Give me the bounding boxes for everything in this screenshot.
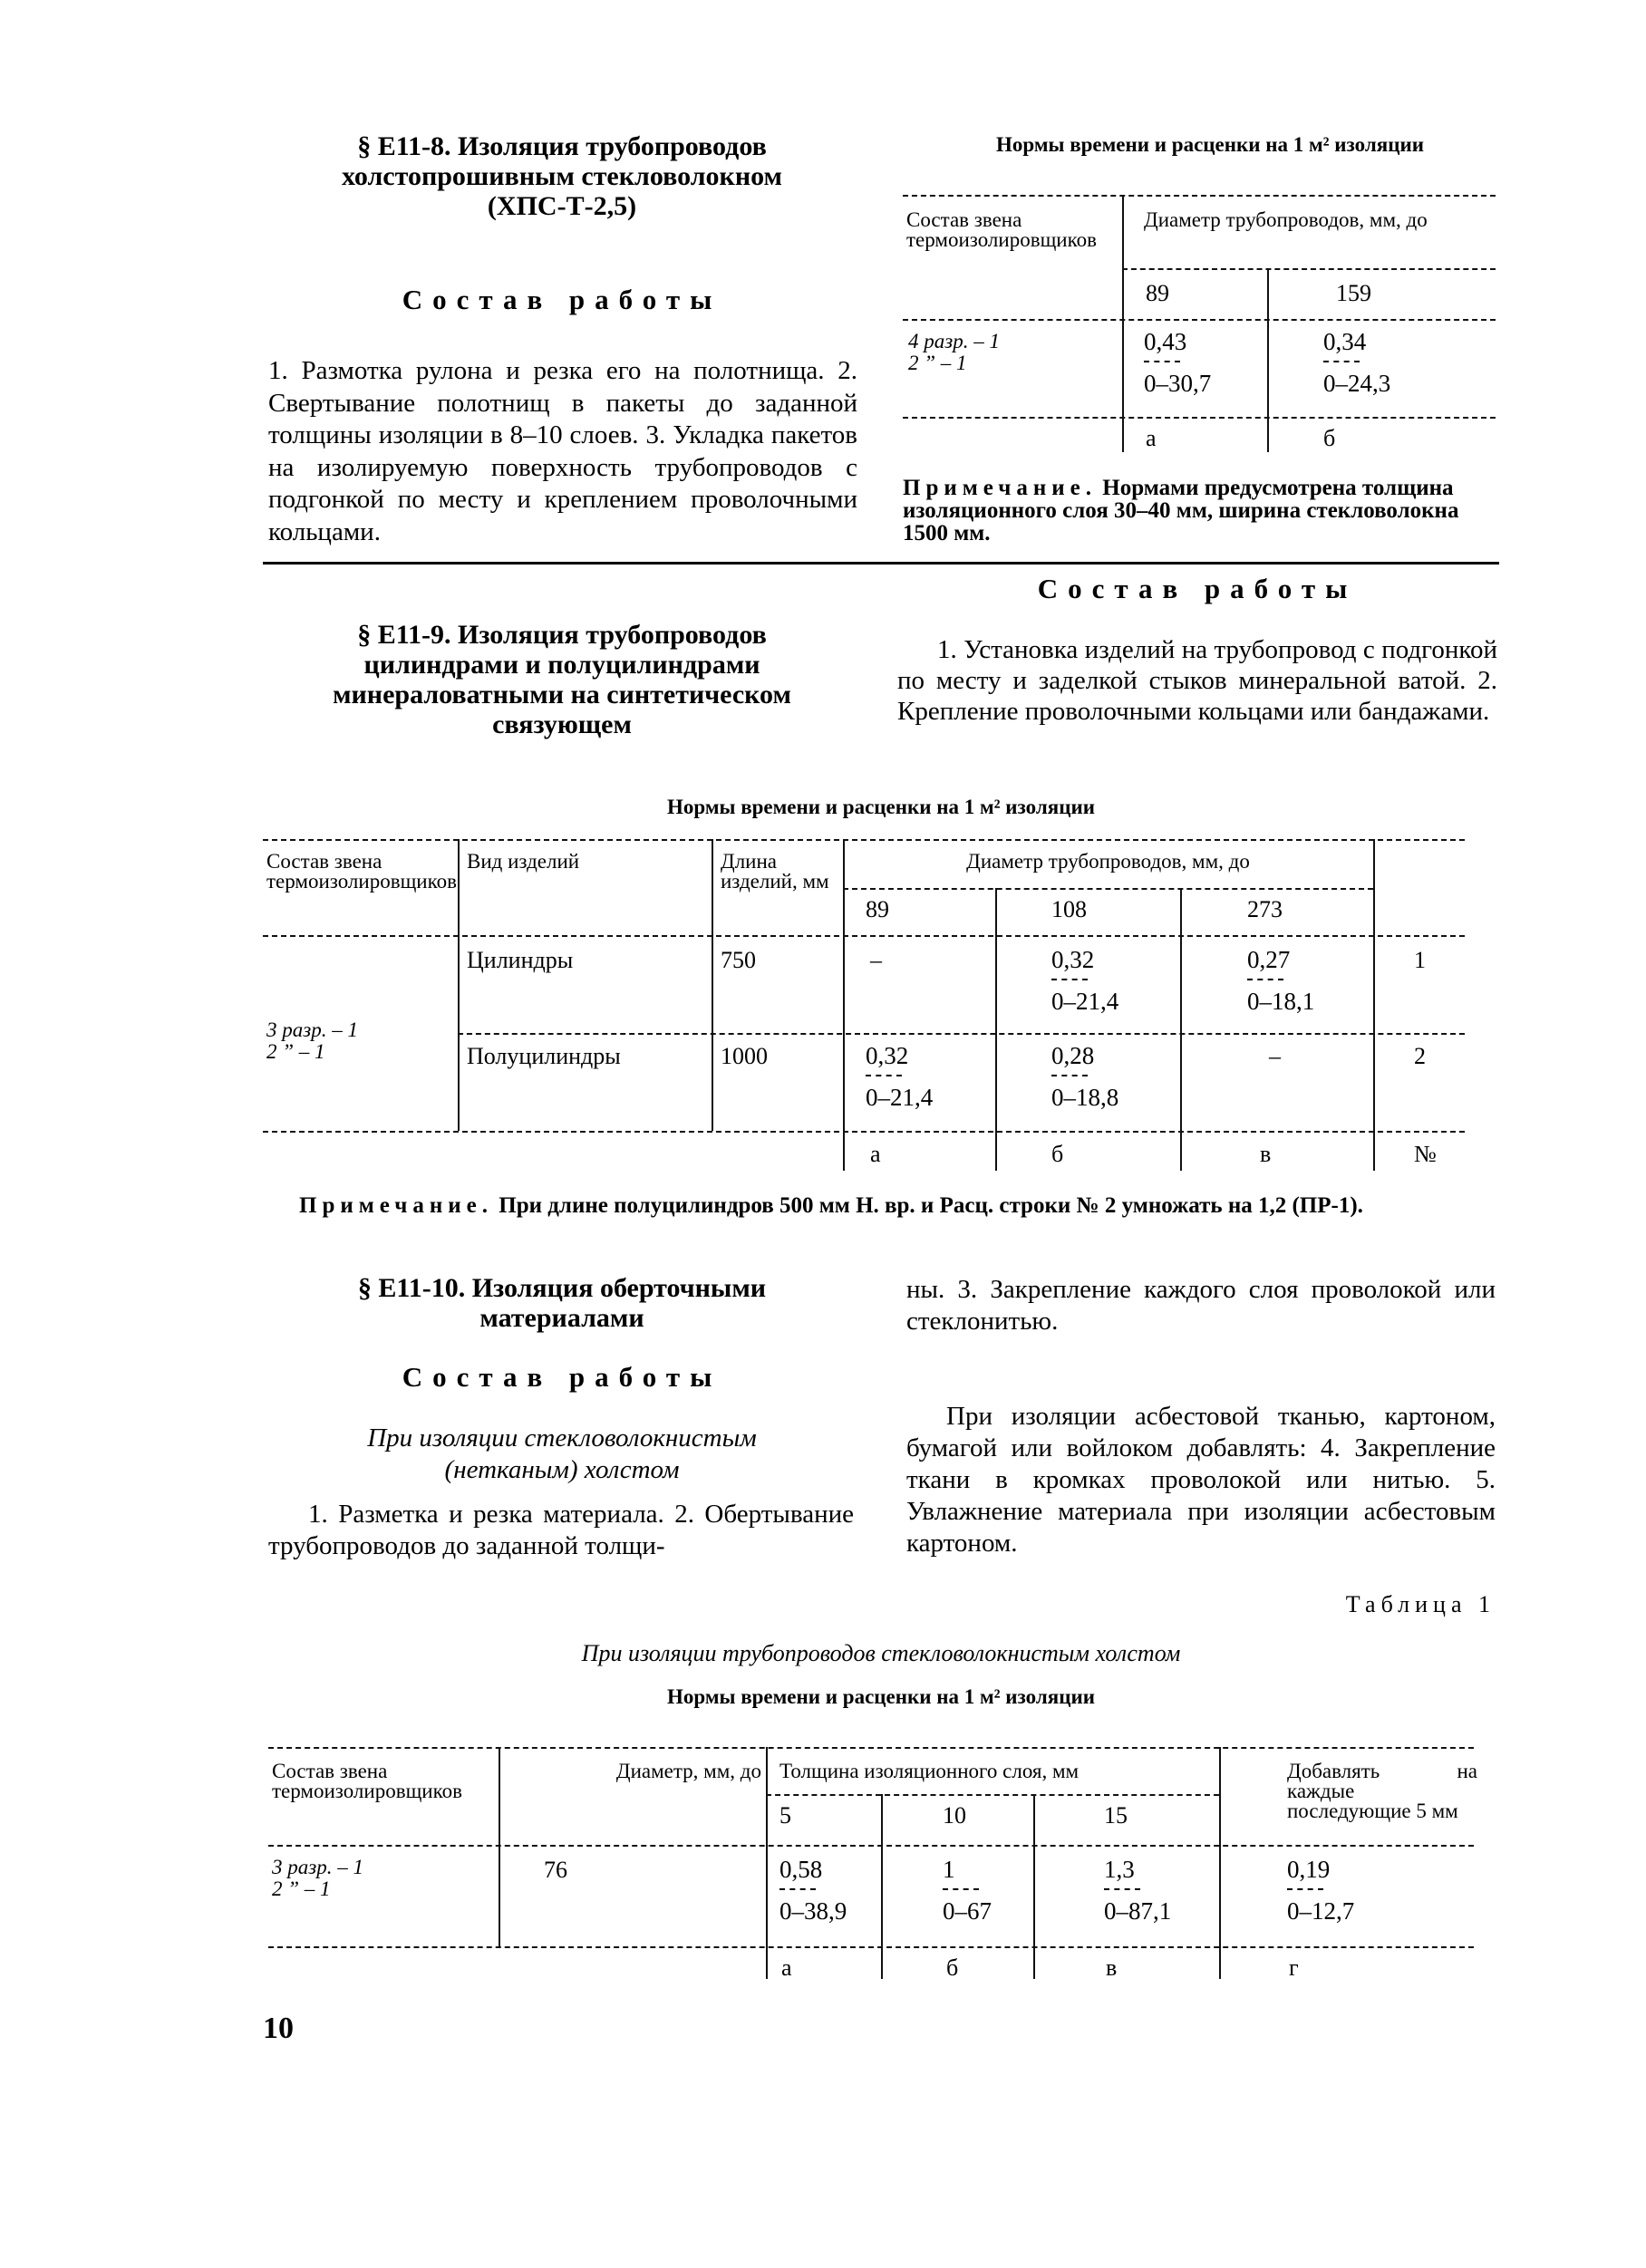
table-divider: [1122, 195, 1124, 452]
diameter-89: 89: [866, 896, 889, 922]
col-diameter-header: Диаметр, мм, до: [615, 1760, 761, 1782]
table-divider: [1373, 839, 1375, 1171]
column-letter-v: в: [1260, 1141, 1272, 1167]
row-number: 1: [1414, 947, 1426, 973]
table-divider: [499, 1747, 500, 1946]
e11-10-text-right: ны. 3. Закрепление каждого слоя проволокой или стеклонитью.: [906, 1275, 1496, 1336]
col-diameter-header: Диаметр трубопроводов, мм, до: [1144, 208, 1428, 231]
e11-10-title: § Е11-10. Изоляция оберточными материалами: [357, 1273, 767, 1333]
norm-rate-cell: 0,34 0–24,3: [1323, 328, 1391, 397]
e11-9-table-caption: Нормы времени и расценки на 1 м² изоляции: [667, 796, 1095, 818]
col-item-header: Вид изделий: [467, 850, 580, 873]
table-rule: [458, 1033, 1465, 1035]
norm-rate-cell: 0,43 0–30,7: [1144, 328, 1212, 397]
table-label: Таблица 1: [1345, 1591, 1496, 1617]
column-letter-a: а: [870, 1141, 881, 1167]
table-rule: [766, 1794, 1219, 1796]
table-divider: [458, 839, 460, 1131]
column-letter-v: в: [1106, 1954, 1118, 1981]
table-rule: [263, 839, 1465, 841]
table-rule: [903, 319, 1496, 321]
table-rule: [843, 888, 1373, 890]
col-crew-header: Состав звена термоизолировщиков: [272, 1760, 462, 1802]
column-letter-b: б: [946, 1954, 959, 1981]
e11-9-note: Примечание. При длине полуцилиндров 500 мм Н. вр. и Расц. строки № 2 умножать на 1,2 (ПР-1).: [299, 1193, 1363, 1218]
column-letter-a: а: [781, 1954, 792, 1981]
e11-8-table-caption: Нормы времени и расценки на 1 м² изоляции: [996, 133, 1424, 156]
e11-8-text: 1. Размотка рулона и резка его на полотнища. 2. Свертывание полотнищ в пакеты до заданной толщины изоляции в 8–10 слоев. 3. Укладка пакетов на изолируемую поверхность трубопроводов с подгонкой по месту и креплением проволочными кольцами.: [268, 356, 857, 546]
crew-grade-2: 2 ” – 1: [272, 1877, 331, 1900]
column-number-sign: №: [1414, 1141, 1437, 1167]
row-number: 2: [1414, 1043, 1426, 1069]
norm-rate-cell: 1 0–67: [943, 1856, 992, 1925]
section-separator: [263, 562, 1499, 565]
empty-cell-dash: –: [870, 947, 882, 973]
column-letter-b: б: [1051, 1141, 1064, 1167]
page-number: 10: [263, 2012, 294, 2045]
column-letter-g: г: [1289, 1954, 1299, 1981]
column-letter-b: б: [1323, 425, 1336, 451]
norm-rate-cell: 0,58 0–38,9: [779, 1856, 847, 1925]
column-letter-a: а: [1146, 425, 1157, 451]
diameter-value: 76: [544, 1857, 567, 1883]
empty-cell-dash: –: [1269, 1043, 1281, 1069]
diameter-108: 108: [1051, 896, 1087, 922]
thickness-10: 10: [943, 1802, 966, 1829]
table-divider: [1033, 1794, 1035, 1979]
norm-rate-cell: 0,32 0–21,4: [1051, 946, 1119, 1015]
table-divider: [995, 888, 997, 1171]
e11-10-heading: Состав работы: [402, 1361, 722, 1393]
col-crew-header: Состав звена термоизолировщиков: [906, 208, 1097, 251]
e11-8-note: Примечание. Нормами предусмотрена толщина изоляционного слоя 30–40 мм, ширина стекловолокна 1500 мм.: [903, 476, 1459, 545]
e11-8-heading: Состав работы: [402, 284, 722, 315]
e11-10-text-right-2: При изоляции асбестовой тканью, картоном, бумагой или войлоком добавлять: 4. Закрепление ткани в кромках проволокой или нитью. 5. Увлажнение материала при изоляции асбестовым картоном.: [906, 1402, 1496, 1558]
table-rule: [263, 935, 1465, 937]
col-additional-header: Добавлять на каждые последующие 5 мм: [1287, 1760, 1477, 1822]
table-rule: [268, 1747, 1474, 1749]
table-rule: [268, 1946, 1474, 1948]
norm-rate-cell: 0,19 0–12,7: [1287, 1856, 1355, 1925]
table-rule: [903, 195, 1496, 197]
col-length-header: Длина изделий, мм: [721, 850, 829, 893]
item-name: Цилиндры: [467, 947, 574, 973]
e11-10-text-left: 1. Разметка и резка материала. 2. Обертывание трубопроводов до заданной толщи-: [268, 1500, 854, 1560]
table-divider: [881, 1794, 883, 1979]
norm-rate-cell: 0,28 0–18,8: [1051, 1042, 1119, 1111]
crew-grade-4: 4 разр. – 1: [908, 330, 1000, 352]
col-diameter-header: Диаметр трубопроводов, мм, до: [966, 850, 1250, 873]
item-length: 750: [721, 947, 756, 973]
crew-grade-3: 3 разр. – 1: [272, 1856, 363, 1878]
e11-9-heading: Состав работы: [1037, 573, 1358, 604]
diameter-273: 273: [1247, 896, 1283, 922]
norm-rate-cell: 0,27 0–18,1: [1247, 946, 1315, 1015]
thickness-15: 15: [1104, 1802, 1128, 1829]
table-rule: [263, 1131, 1465, 1133]
norm-rate-cell: 0,32 0–21,4: [866, 1042, 934, 1111]
thickness-5: 5: [779, 1802, 791, 1829]
table-rule: [1122, 268, 1496, 270]
diameter-159: 159: [1336, 280, 1371, 306]
crew-grade-3: 3 разр. – 1: [266, 1018, 358, 1041]
item-length: 1000: [721, 1043, 768, 1069]
table-rule: [268, 1845, 1474, 1847]
crew-grade-2: 2 ” – 1: [266, 1040, 325, 1063]
e11-10-subheading: При изоляции стекловолокнистым (нетканым) холстом: [367, 1424, 757, 1484]
table-subtitle: При изоляции трубопроводов стекловолокнистым холстом: [581, 1640, 1181, 1666]
e11-9-title: § Е11-9. Изоляция трубопроводов цилиндрами и полуцилиндрами минераловатными на синтетическом связующем: [333, 620, 791, 739]
diameter-89: 89: [1146, 280, 1169, 306]
e11-9-text: 1. Установка изделий на трубопровод с подгонкой по месту и заделкой стыков минеральной ватой. 2. Крепление проволочными кольцами или бандажами.: [897, 635, 1497, 726]
col-thickness-header: Толщина изоляционного слоя, мм: [779, 1760, 1080, 1782]
table-divider: [1219, 1747, 1221, 1979]
table-divider: [1267, 268, 1269, 452]
e11-10-table-caption: Нормы времени и расценки на 1 м² изоляции: [667, 1685, 1095, 1708]
table-divider: [766, 1747, 768, 1979]
table-divider: [1180, 888, 1182, 1171]
table-rule: [903, 417, 1496, 419]
e11-8-title: § Е11-8. Изоляция трубопроводов холстопрошивным стекловолокном (ХПС-Т-2,5): [342, 131, 782, 221]
col-crew-header: Состав звена термоизолировщиков: [266, 850, 457, 893]
norm-rate-cell: 1,3 0–87,1: [1104, 1856, 1172, 1925]
crew-grade-2: 2 ” – 1: [908, 352, 967, 374]
table-divider: [712, 839, 713, 1131]
item-name: Полуцилиндры: [467, 1043, 621, 1069]
